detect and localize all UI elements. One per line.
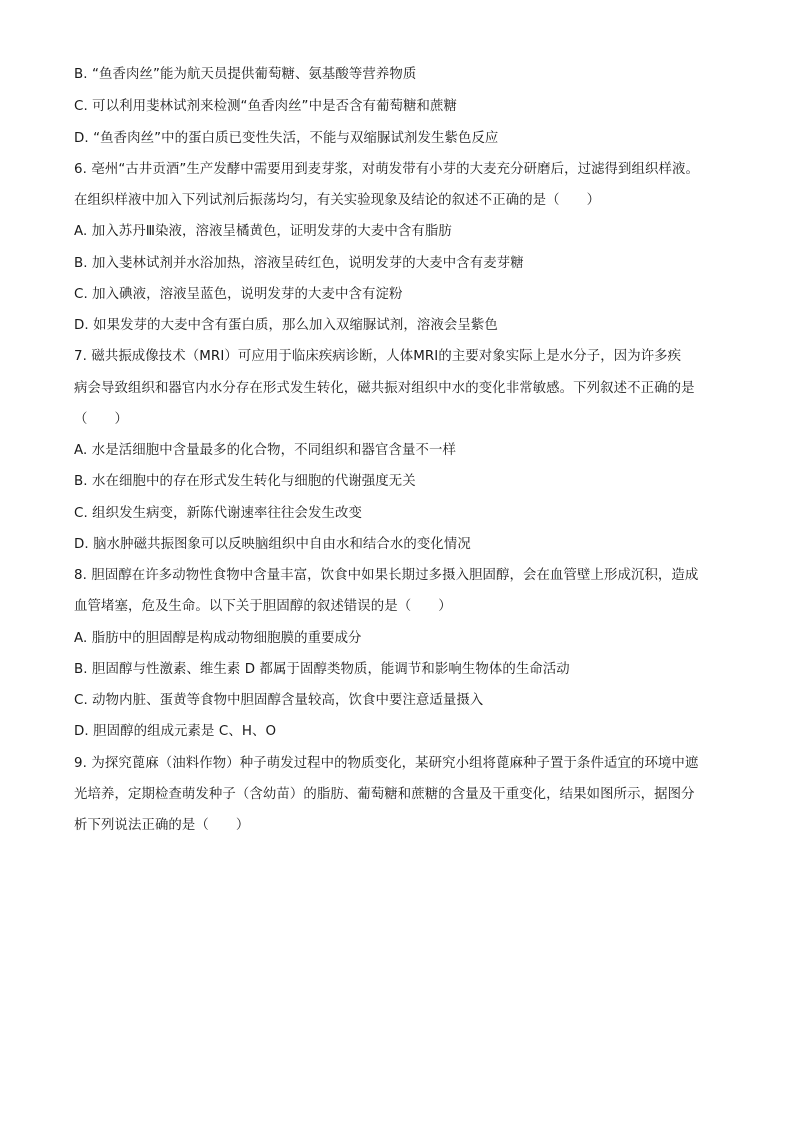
- question-9-stem-line-2: 光培养，定期检查萌发种子（含幼苗）的脂肪、葡萄糖和蔗糖的含量及干重变化，结果如图所示，据图分: [74, 787, 695, 802]
- question-9-stem-line-3: 析下列说法正确的是（ ）: [74, 818, 250, 833]
- question-8-stem-line-2: 血管堵塞，危及生命。以下关于胆固醇的叙述错误的是（ ）: [74, 599, 452, 614]
- option-7a: A. 水是活细胞中含量最多的化合物，不同组织和器官含量不一样: [74, 443, 456, 458]
- option-7d: D. 脑水肿磁共振图象可以反映脑组织中自由水和结合水的变化情况: [74, 537, 471, 552]
- option-6b: B. 加入斐林试剂并水浴加热，溶液呈砖红色，说明发芽的大麦中含有麦芽糖: [74, 256, 524, 271]
- option-8d: D. 胆固醇的组成元素是 C、H、O: [74, 724, 277, 739]
- option-6d: D. 如果发芽的大麦中含有蛋白质，那么加入双缩脲试剂，溶液会呈紫色: [74, 318, 498, 333]
- option-8a: A. 脂肪中的胆固醇是构成动物细胞膜的重要成分: [74, 631, 362, 646]
- option-7c: C. 组织发生病变，新陈代谢速率往往会发生改变: [74, 506, 362, 521]
- option-6a: A. 加入苏丹Ⅲ染液，溶液呈橘黄色，证明发芽的大麦中含有脂肪: [74, 224, 452, 239]
- question-7-answer-blank: （ ）: [74, 412, 128, 427]
- option-7b: B. 水在细胞中的存在形式发生转化与细胞的代谢强度无关: [74, 474, 416, 489]
- option-5c: C. 可以利用斐林试剂来检测“鱼香肉丝”中是否含有葡萄糖和蔗糖: [74, 99, 457, 114]
- option-8c: C. 动物内脏、蛋黄等食物中胆固醇含量较高，饮食中要注意适量摄入: [74, 693, 484, 708]
- question-6-stem-line-2: 在组织样液中加入下列试剂后振荡均匀，有关实验现象及结论的叙述不正确的是（ ）: [74, 193, 601, 208]
- option-5d: D. “鱼香肉丝”中的蛋白质已变性失活，不能与双缩脲试剂发生紫色反应: [74, 131, 499, 146]
- option-5b: B. “鱼香肉丝”能为航天员提供葡萄糖、氨基酸等营养物质: [74, 67, 417, 82]
- question-9-stem-line-1: 9. 为探究蓖麻（油料作物）种子萌发过程中的物质变化，某研究小组将蓖麻种子置于条件适宜的环境中遮: [74, 756, 699, 771]
- option-6c: C. 加入碘液，溶液呈蓝色，说明发芽的大麦中含有淀粉: [74, 287, 403, 302]
- option-8b: B. 胆固醇与性激素、维生素 D 都属于固醇类物质，能调节和影响生物体的生命活动: [74, 662, 570, 677]
- question-8-stem-line-1: 8. 胆固醇在许多动物性食物中含量丰富，饮食中如果长期过多摄入胆固醇，会在血管壁上形成沉积，造成: [74, 568, 699, 583]
- question-7-stem-line-1: 7. 磁共振成像技术（MRI）可应用于临床疾病诊断，人体MRI的主要对象实际上是水分子，因为许多疾: [74, 349, 682, 364]
- question-7-stem-line-2: 病会导致组织和器官内水分存在形式发生转化，磁共振对组织中水的变化非常敏感。下列叙述不正确的是: [74, 381, 695, 396]
- question-6-stem-line-1: 6. 亳州“古井贡酒”生产发酵中需要用到麦芽浆，对萌发带有小芽的大麦充分研磨后，过滤得到组织样液。: [74, 162, 699, 177]
